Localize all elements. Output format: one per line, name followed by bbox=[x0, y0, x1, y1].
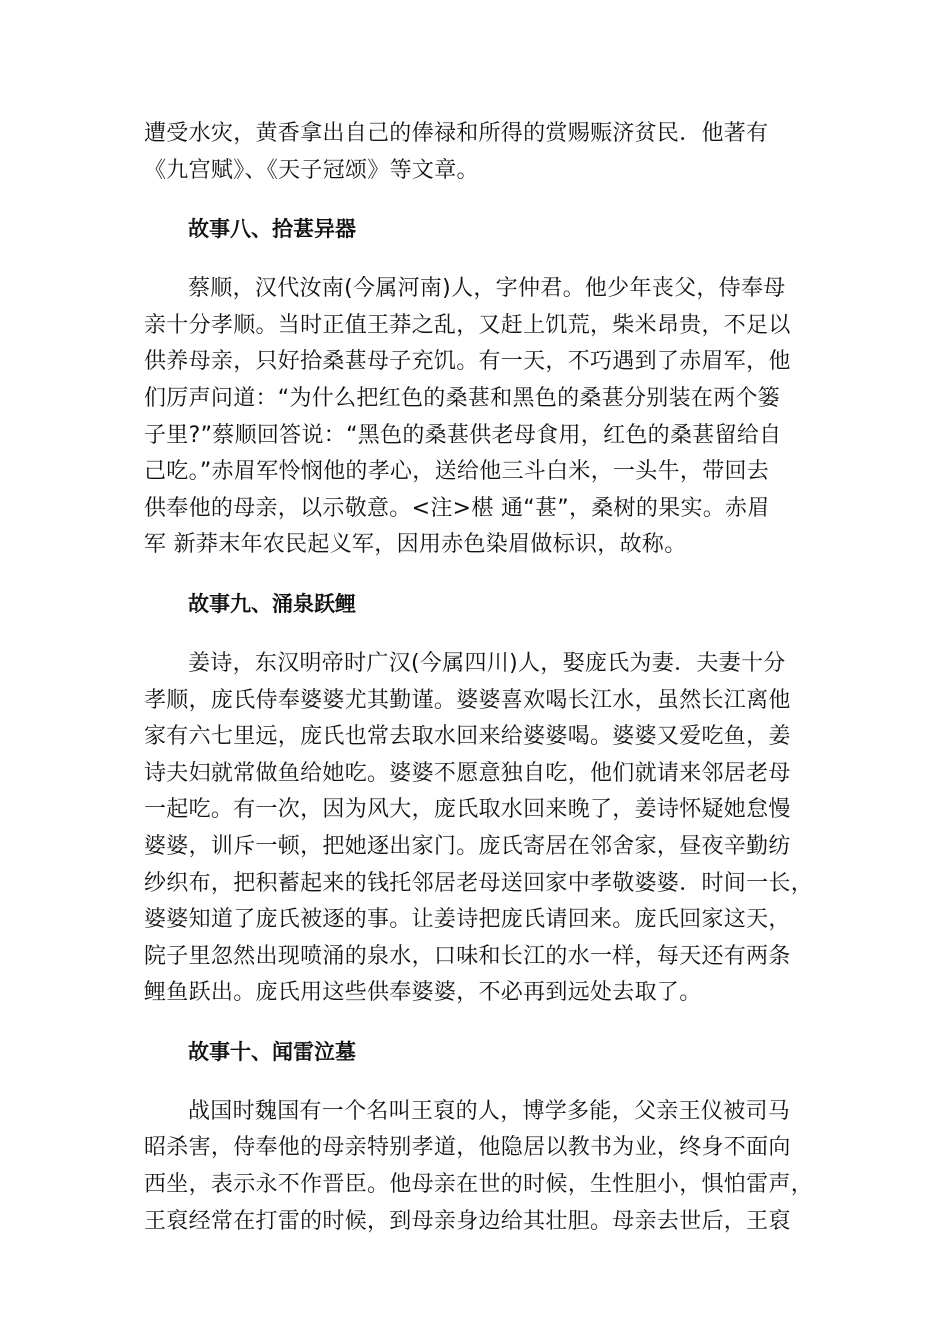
paragraph-line: 《九宫赋》、《天子冠颂》等文章。 bbox=[144, 157, 479, 183]
paragraph-line: 婆婆，训斥一顿，把她逐出家门。庞氏寄居在邻舍家，昼夜辛勤纺 bbox=[144, 833, 791, 859]
paragraph-line: 蔡顺，汉代汝南(今属河南)人，字仲君。他少年丧父，侍奉母 bbox=[188, 276, 786, 302]
paragraph-line: 院子里忽然出现喷涌的泉水，口味和长江的水一样，每天还有两条 bbox=[144, 943, 791, 969]
paragraph-line: 战国时魏国有一个名叫王裒的人，博学多能，父亲王仪被司马 bbox=[188, 1098, 791, 1124]
paragraph-line: 军 新莽末年农民起义军，因用赤色染眉做标识，故称。 bbox=[144, 532, 687, 558]
paragraph-line: 姜诗，东汉明帝时广汉(今属四川)人，娶庞氏为妻．夫妻十分 bbox=[188, 650, 786, 676]
story-10-heading: 故事十、闻雷泣墓 bbox=[188, 1039, 356, 1064]
intro-paragraph bbox=[144, 116, 804, 189]
paragraph-line: 遭受水灾，黄香拿出自己的俸禄和所得的赏赐赈济贫民．他著有 bbox=[144, 121, 769, 146]
paragraph-line: 昭杀害，侍奉他的母亲特别孝道，他隐居以教书为业，终身不面向 bbox=[144, 1135, 791, 1161]
paragraph-line: 西坐，表示永不作晋臣。他母亲在世的时候，生性胆小，惧怕雷声， bbox=[144, 1172, 814, 1198]
story-10-paragraph bbox=[144, 1094, 814, 1240]
paragraph-line: 王裒经常在打雷的时候，到母亲身边给其壮胆。母亲去世后，王裒 bbox=[144, 1208, 791, 1234]
paragraph-line: 供养母亲，只好拾桑葚母子充饥。有一天，不巧遇到了赤眉军，他 bbox=[144, 349, 791, 375]
document-body bbox=[144, 116, 814, 1240]
paragraph-line: 一起吃。有一次，因为风大，庞氏取水回来晚了，姜诗怀疑她怠慢 bbox=[144, 797, 791, 823]
paragraph-line: 供奉他的母亲，以示敬意。<注>椹 通“葚”，桑树的果实。赤眉 bbox=[144, 495, 770, 521]
story-9-paragraph bbox=[144, 646, 814, 1012]
paragraph-line: 鲤鱼跃出。庞氏用这些供奉婆婆，不必再到远处去取了。 bbox=[144, 980, 702, 1006]
paragraph-line: 们厉声问道：“为什么把红色的桑葚和黑色的桑葚分别装在两个篓 bbox=[144, 385, 781, 411]
story-9-heading: 故事九、涌泉跃鲤 bbox=[188, 591, 356, 616]
paragraph-line: 家有六七里远，庞氏也常去取水回来给婆婆喝。婆婆又爱吃鱼，姜 bbox=[144, 724, 791, 750]
paragraph-line: 孝顺，庞氏侍奉婆婆尤其勤谨。婆婆喜欢喝长江水，虽然长江离他 bbox=[144, 687, 791, 713]
story-8-paragraph bbox=[144, 271, 804, 564]
paragraph-line: 诗夫妇就常做鱼给她吃。婆婆不愿意独自吃，他们就请来邻居老母 bbox=[144, 760, 791, 786]
paragraph-line: 子里?”蔡顺回答说：“黑色的桑葚供老母食用，红色的桑葚留给自 bbox=[144, 422, 782, 448]
paragraph-line: 亲十分孝顺。当时正值王莽之乱，又赶上饥荒，柴米昂贵，不足以 bbox=[144, 312, 791, 338]
paragraph-line: 己吃。”赤眉军怜悯他的孝心，送给他三斗白米，一头牛，带回去 bbox=[144, 459, 770, 485]
paragraph-line: 纱织布，把积蓄起来的钱托邻居老母送回家中孝敬婆婆．时间一长， bbox=[144, 870, 814, 896]
story-8-heading: 故事八、拾葚异器 bbox=[188, 217, 356, 242]
paragraph-line: 婆婆知道了庞氏被逐的事。让姜诗把庞氏请回来。庞氏回家这天， bbox=[144, 907, 791, 933]
